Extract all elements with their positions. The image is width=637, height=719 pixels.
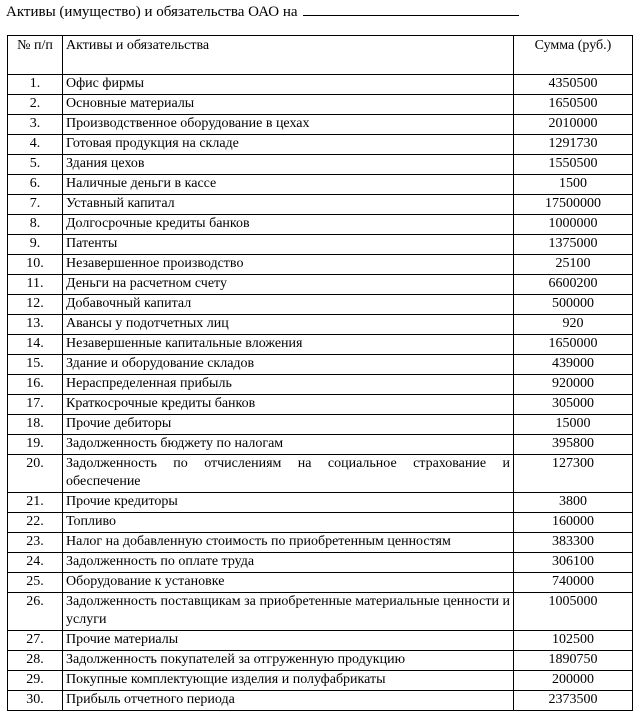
row-sum: 920 — [514, 315, 633, 335]
table-row — [8, 355, 633, 375]
table-row — [8, 275, 633, 295]
row-sum: 15000 — [514, 415, 633, 435]
table-row — [8, 255, 633, 275]
row-number: 8. — [8, 215, 63, 235]
document-title: Активы (имущество) и обязательства ОАО на — [6, 4, 298, 20]
table-row — [8, 295, 633, 315]
table-row — [8, 493, 633, 513]
row-number: 17. — [8, 395, 63, 415]
table-row — [8, 553, 633, 573]
table-body — [8, 75, 633, 711]
table-row — [8, 315, 633, 335]
table-row — [8, 195, 633, 215]
row-name: Прочие материалы — [63, 631, 514, 651]
table-row — [8, 215, 633, 235]
row-sum: 1650500 — [514, 95, 633, 115]
table-row — [8, 435, 633, 455]
row-sum: 500000 — [514, 295, 633, 315]
header-name: Активы и обязательства — [63, 36, 514, 75]
row-name: Задолженность бюджету по налогам — [63, 435, 514, 455]
row-sum: 127300 — [514, 455, 633, 493]
row-name: Наличные деньги в кассе — [63, 175, 514, 195]
table-row — [8, 533, 633, 553]
row-number: 18. — [8, 415, 63, 435]
header-sum: Сумма (руб.) — [514, 36, 633, 75]
row-number: 1. — [8, 75, 63, 95]
row-sum: 920000 — [514, 375, 633, 395]
row-sum: 160000 — [514, 513, 633, 533]
row-sum: 439000 — [514, 355, 633, 375]
row-number: 20. — [8, 455, 63, 493]
table-row — [8, 115, 633, 135]
row-sum: 395800 — [514, 435, 633, 455]
row-sum: 305000 — [514, 395, 633, 415]
row-number: 7. — [8, 195, 63, 215]
row-sum: 1291730 — [514, 135, 633, 155]
row-sum: 1500 — [514, 175, 633, 195]
row-sum: 102500 — [514, 631, 633, 651]
table-row — [8, 593, 633, 631]
row-name: Налог на добавленную стоимость по приобретенным ценностям — [63, 533, 514, 553]
row-sum: 383300 — [514, 533, 633, 553]
row-number: 16. — [8, 375, 63, 395]
row-sum: 3800 — [514, 493, 633, 513]
row-number: 9. — [8, 235, 63, 255]
row-name: Задолженность по оплате труда — [63, 553, 514, 573]
row-name: Нераспределенная прибыль — [63, 375, 514, 395]
row-sum: 306100 — [514, 553, 633, 573]
row-sum: 4350500 — [514, 75, 633, 95]
row-sum: 740000 — [514, 573, 633, 593]
row-number: 13. — [8, 315, 63, 335]
assets-liabilities-table — [7, 35, 633, 711]
row-number: 21. — [8, 493, 63, 513]
row-number: 27. — [8, 631, 63, 651]
table-row — [8, 671, 633, 691]
table-row — [8, 155, 633, 175]
table-row — [8, 335, 633, 355]
header-number: № п/п — [8, 36, 63, 75]
row-number: 4. — [8, 135, 63, 155]
document-heading — [6, 1, 519, 21]
table-header-row — [8, 36, 633, 75]
table-row — [8, 691, 633, 711]
table-row — [8, 375, 633, 395]
row-name: Здание и оборудование складов — [63, 355, 514, 375]
table-row — [8, 235, 633, 255]
row-number: 28. — [8, 651, 63, 671]
date-blank-line — [303, 1, 519, 16]
row-sum: 1890750 — [514, 651, 633, 671]
row-number: 14. — [8, 335, 63, 355]
row-name: Покупные комплектующие изделия и полуфабрикаты — [63, 671, 514, 691]
row-sum: 1000000 — [514, 215, 633, 235]
row-name: Деньги на расчетном счету — [63, 275, 514, 295]
row-name: Готовая продукция на складе — [63, 135, 514, 155]
row-number: 22. — [8, 513, 63, 533]
row-sum: 2373500 — [514, 691, 633, 711]
row-name: Долгосрочные кредиты банков — [63, 215, 514, 235]
row-number: 26. — [8, 593, 63, 631]
row-name: Прочие кредиторы — [63, 493, 514, 513]
row-number: 19. — [8, 435, 63, 455]
row-number: 11. — [8, 275, 63, 295]
row-name: Задолженность по отчислениям на социальное страхование и обеспечение — [63, 455, 514, 493]
row-number: 12. — [8, 295, 63, 315]
row-name: Основные материалы — [63, 95, 514, 115]
row-sum: 17500000 — [514, 195, 633, 215]
row-name: Задолженность поставщикам за приобретенные материальные ценности и услуги — [63, 593, 514, 631]
row-name: Оборудование к установке — [63, 573, 514, 593]
row-name: Авансы у подотчетных лиц — [63, 315, 514, 335]
row-sum: 1650000 — [514, 335, 633, 355]
table-row — [8, 75, 633, 95]
row-number: 2. — [8, 95, 63, 115]
row-number: 3. — [8, 115, 63, 135]
table-row — [8, 573, 633, 593]
row-number: 10. — [8, 255, 63, 275]
row-number: 6. — [8, 175, 63, 195]
row-sum: 2010000 — [514, 115, 633, 135]
row-sum: 200000 — [514, 671, 633, 691]
table-row — [8, 631, 633, 651]
row-name: Производственное оборудование в цехах — [63, 115, 514, 135]
table-row — [8, 395, 633, 415]
row-name: Прочие дебиторы — [63, 415, 514, 435]
row-name: Незавершенное производство — [63, 255, 514, 275]
table-row — [8, 651, 633, 671]
row-number: 30. — [8, 691, 63, 711]
row-name: Незавершенные капитальные вложения — [63, 335, 514, 355]
row-number: 15. — [8, 355, 63, 375]
row-sum: 25100 — [514, 255, 633, 275]
table-row — [8, 135, 633, 155]
row-name: Прибыль отчетного периода — [63, 691, 514, 711]
row-name: Краткосрочные кредиты банков — [63, 395, 514, 415]
row-name: Добавочный капитал — [63, 295, 514, 315]
row-number: 29. — [8, 671, 63, 691]
row-name: Патенты — [63, 235, 514, 255]
row-number: 23. — [8, 533, 63, 553]
table-row — [8, 415, 633, 435]
row-name: Уставный капитал — [63, 195, 514, 215]
table-row — [8, 95, 633, 115]
row-number: 25. — [8, 573, 63, 593]
row-name: Офис фирмы — [63, 75, 514, 95]
row-sum: 1005000 — [514, 593, 633, 631]
table-row — [8, 455, 633, 493]
table-row — [8, 513, 633, 533]
row-name: Задолженность покупателей за отгруженную продукцию — [63, 651, 514, 671]
row-sum: 1550500 — [514, 155, 633, 175]
row-name: Здания цехов — [63, 155, 514, 175]
row-name: Топливо — [63, 513, 514, 533]
row-sum: 1375000 — [514, 235, 633, 255]
row-number: 24. — [8, 553, 63, 573]
row-number: 5. — [8, 155, 63, 175]
table-row — [8, 175, 633, 195]
row-sum: 6600200 — [514, 275, 633, 295]
